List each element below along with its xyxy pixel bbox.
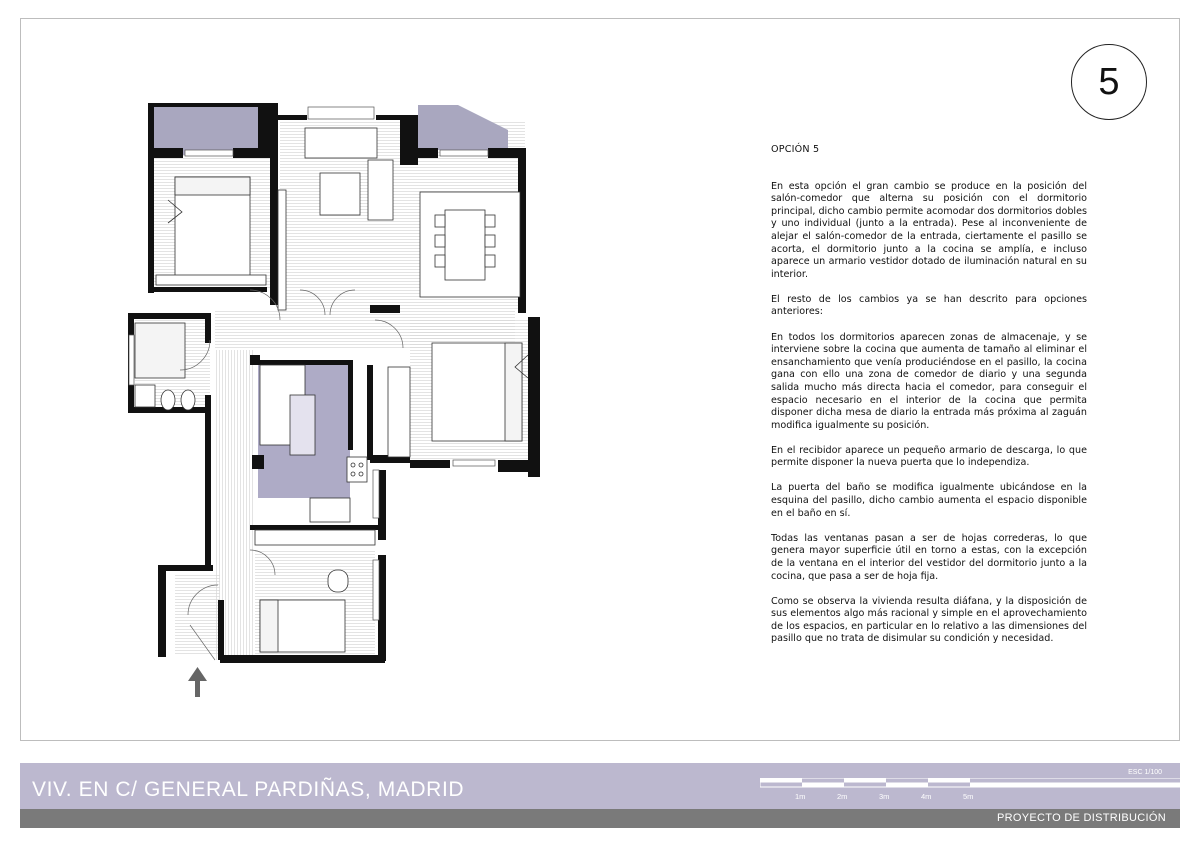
terrace-right (418, 105, 508, 150)
scale-label: ESC 1/100 (1128, 769, 1162, 776)
description-text (771, 144, 1087, 659)
sheet-title: VIV. EN C/ GENERAL PARDIÑAS, MADRID (32, 778, 465, 801)
paragraph: En esta opción el gran cambio se produce en la posición del salón-comedor que alterna su posición con el dormitorio principal, dicho cambio permite acomodar dos dormitorios dobles y uno individual (junto a la entrada). Pese al inconveniente de alejar el salón-comedor de la entrada, ciertamente el pasillo se acorta, el dormitorio junto a la cocina se amplía, e incluso aparece un armario vestidor dotado de iluminación natural en su interior. (771, 180, 1087, 280)
scale-tick: 1m (795, 792, 806, 801)
paragraph: El resto de los cambios ya se han descrito para opciones anteriores: (771, 293, 1087, 318)
entry-floor (175, 575, 220, 655)
scale-tick: 4m (921, 792, 932, 801)
floor-plan (120, 95, 550, 705)
scale-tick: 2m (837, 792, 848, 801)
terrace-left (148, 105, 263, 155)
sheet-subtitle: PROYECTO DE DISTRIBUCIÓN (997, 812, 1166, 824)
entrance-arrow (188, 667, 207, 697)
paragraph: La puerta del baño se modifica igualmente ubicándose en la esquina del pasillo, dicho cambio aumenta el espacio disponible en el baño en sí. (771, 482, 1087, 519)
coffee-table (320, 173, 360, 215)
option-heading: OPCIÓN 5 (771, 144, 820, 155)
paragraph: Como se observa la vivienda resulta diáfana, y la disposición de sus elementos algo más racional y simple en el aprovechamiento de los espacios, en particular en lo relativo a las dimensiones del pasillo que no trata de disimular su condición y necesidad. (771, 595, 1087, 645)
sofa (305, 128, 377, 158)
kitchen-island (290, 395, 315, 455)
bath-sink (135, 385, 155, 407)
subtitle-band (20, 809, 1180, 828)
paragraph: En el recibidor aparece un pequeño armario de descarga, lo que permite disponer la nueva puerta que lo independiza. (771, 444, 1087, 469)
scale-tick: 3m (879, 792, 890, 801)
sheet-number-badge (1071, 44, 1147, 120)
title-band (20, 763, 1180, 809)
sheet-number: 5 (1098, 60, 1120, 103)
toilet-s (328, 570, 348, 592)
paragraph: En todos los dormitorios aparecen zonas de almacenaje, y se interviene sobre la cocina que aumenta de tamaño al eliminar el ensanchamiento que venía produciéndose en el pasillo, la cocina gana con ello una zona de comedor de diario y una segunda salida mucho más directa hacia el comedor, para conseguir el espacio necesario en el interior de la cocina que permita disponer dicha mesa de diario la entrada más próxima al zaguán modifica igualmente su posición. (771, 331, 1087, 431)
scale-bar (760, 778, 1190, 806)
paragraph: Todas las ventanas pasan a ser de hojas correderas, lo que genera mayor superficie útil en torno a estas, con la excepción de la ventana en el interior del vestidor del dormitorio junto a la cocina, que pasa a ser de hoja fija. (771, 532, 1087, 582)
scale-tick: 5m (963, 792, 974, 801)
